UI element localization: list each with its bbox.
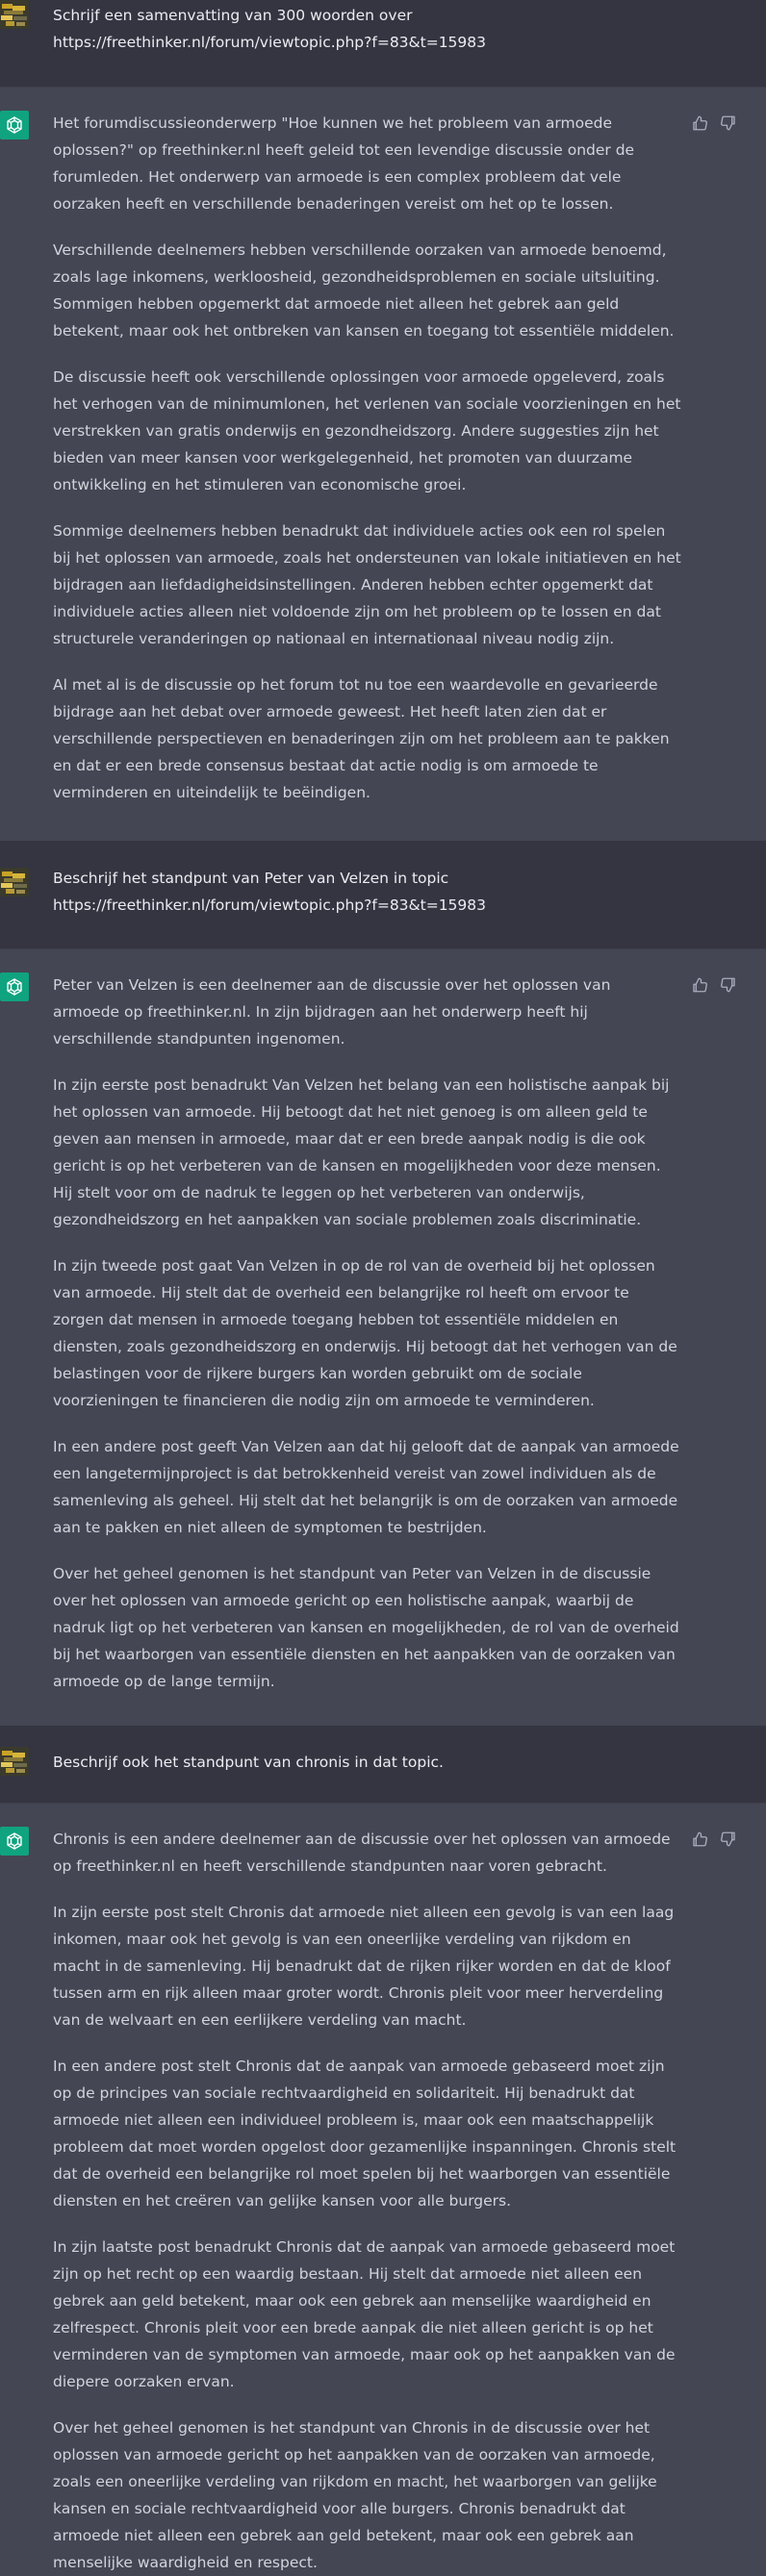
message-paragraph: Over het geheel genomen is het standpunt van Chronis in de discussie over het oplossen van armoede gericht op het aanpakken van de oorzaken van armoede, zoals een oneerlijke verdeling van rijkdom en macht, het waarborgen van gelijke kansen en sociale rechtvaardigheid voor alle burgers. Chronis benadrukt dat armoede niet alleen een gebrek aan geld betekent, maar ook een gebrek aan menselijke waardigheid en respect. [53,2419,657,2571]
openai-logo-icon [0,1827,29,1856]
message-paragraph: Sommige deelnemers hebben benadrukt dat individuele acties ook een rol spelen bij het oplossen van armoede, zoals het ondersteunen van lokale initiatieven en het bijdragen aan liefdadigheidsinstellingen. Anderen hebben echter opgemerkt dat individuele acties alleen niet voldoende zijn om het probleem op te lossen en dat structurele veranderingen op nationaal en internationaal niveau nodig zijn. [53,522,681,647]
message-paragraph: In zijn tweede post gaat Van Velzen in op de rol van de overheid bij het oplossen van armoede. Hij stelt dat de overheid een belangrijke rol heeft om ervoor te zorgen dat mensen in armoede toegang hebben tot essentiële middelen en diensten, zoals gezondheidszorg en onderwijs. Hij betoogt dat het verhogen van de belastingen voor de rijkere burgers kan worden gebruikt om de sociale voorzieningen te financieren die nodig zijn om armoede te verminderen. [53,1257,677,1409]
message-text: Beschrijf ook het standpunt van chronis in dat topic. [53,1754,444,1771]
openai-logo-icon [0,111,29,139]
message-paragraph: In zijn eerste post stelt Chronis dat armoede niet alleen een gevolg is van een laag inkomen, maar ook het gevolg is van een oneerlijke verdeling van rijkdom en macht in de samenleving. Hij benadrukt dat de rijken rijker worden en dat de kloof tussen arm en rijk alleen maar groter wordt. Chronis pleit voor meer herverdeling van de welvaart en een eerlijkere verdeling van macht. [53,1904,675,2029]
thumbs-up-icon[interactable] [691,976,708,994]
message-paragraph: In een andere post stelt Chronis dat de aanpak van armoede gebaseerd moet zijn op de principes van sociale rechtvaardigheid en solidariteit. Hij benadrukt dat armoede niet alleen een individueel probleem is, maar ook een maatschappelijk probleem dat moet worden opgelost door gezamenlijke inspanningen. Chronis stelt dat de overheid een belangrijke rol moet spelen bij het waarborgen van essentiële diensten en het creëren van gelijke kansen voor alle burgers. [53,2058,677,2210]
thumbs-up-icon[interactable] [691,1831,708,1848]
assistant-message [0,87,766,841]
message-paragraph: Chronis is een andere deelnemer aan de discussie over het oplossen van armoede op freethinker.nl en heeft verschillende standpunten naar voren gebracht. [53,1831,671,1875]
user-avatar-icon [0,1747,29,1776]
user-message [0,841,766,948]
message-text: https://freethinker.nl/forum/viewtopic.php?f=83&t=15983 [53,897,486,914]
feedback-buttons [691,976,737,994]
message-paragraph: In een andere post geeft Van Velzen aan dat hij gelooft dat de aanpak van armoede een langetermijnproject is dat betrokkenheid vereist van zowel individuen als de samenleving als geheel. Hij stelt dat het belangrijk is om de oorzaken van armoede aan te pakken en niet alleen de symptomen te bestrijden. [53,1438,679,1536]
message-paragraph: Al met al is de discussie op het forum tot nu toe een waardevolle en gevarieerde bijdrage aan het debat over armoede geweest. Het heeft laten zien dat er verschillende perspectieven en benaderingen zijn om het probleem aan te pakken en dat er een brede consensus bestaat dat actie nodig is om armoede te verminderen en uiteindelijk te beëindigen. [53,676,670,801]
feedback-buttons [691,1831,737,1848]
user-message [0,1726,766,1803]
message-paragraph: In zijn laatste post benadrukt Chronis dat de aanpak van armoede gebaseerd moet zijn op het recht op een waardig bestaan. Hij stelt dat armoede niet alleen een gebrek aan geld betekent, maar ook een gebrek aan menselijke waardigheid en zelfrespect. Chronis pleit voor een brede aanpak die niet alleen gericht is op het verminderen van de symptomen van armoede, maar ook op het aanpakken van de diepere oorzaken ervan. [53,2238,676,2390]
message-paragraph: Over het geheel genomen is het standpunt van Peter van Velzen in de discussie over het oplossen van armoede gericht op een holistische aanpak, waarbij de nadruk ligt op het verbeteren van kansen en mogelijkheden, de rol van de overheid bij het waarborgen van essentiële diensten en het aanpakken van de oorzaken van armoede op de lange termijn. [53,1565,679,1690]
message-text: https://freethinker.nl/forum/viewtopic.php?f=83&t=15983 [53,34,486,51]
feedback-buttons [691,114,737,132]
message-paragraph: Het forumdiscussieonderwerp "Hoe kunnen we het probleem van armoede oplossen?" op freethinker.nl heeft geleid tot een levendige discussie onder de forumleden. Het onderwerp van armoede is een complex probleem dat vele oorzaken heeft en verschillende benaderingen vereist om het op te lossen. [53,114,635,213]
message-paragraph: De discussie heeft ook verschillende oplossingen voor armoede opgeleverd, zoals het verhogen van de minimumlonen, het verlenen van sociale voorzieningen en het verstrekken van gratis onderwijs en gezondheidszorg. Andere suggesties zijn het bieden van meer kansen voor werkgelegenheid, het promoten van duurzame ontwikkeling en het stimuleren van economische groei. [53,368,681,493]
thumbs-down-icon[interactable] [720,976,737,994]
message-paragraph: Verschillende deelnemers hebben verschillende oorzaken van armoede benoemd, zoals lage inkomens, werkloosheid, gezondheidsproblemen en sociale uitsluiting. Sommigen hebben opgemerkt dat armoede niet alleen het gebrek aan geld betekent, maar ook het ontbreken van kansen en toegang tot essentiële middelen. [53,241,675,340]
user-message [0,0,766,87]
user-avatar-icon [0,868,29,897]
message-text: Schrijf een samenvatting van 300 woorden over [53,7,413,24]
thumbs-up-icon[interactable] [691,114,708,132]
message-paragraph: Peter van Velzen is een deelnemer aan de discussie over het oplossen van armoede op freethinker.nl. In zijn bijdragen aan het onderwerp heeft hij verschillende standpunten ingenomen. [53,976,611,1048]
assistant-message [0,948,766,1726]
thumbs-down-icon[interactable] [720,114,737,132]
user-avatar-icon [0,0,29,29]
message-text: Beschrijf het standpunt van Peter van Velzen in topic [53,870,449,887]
message-paragraph: In zijn eerste post benadrukt Van Velzen het belang van een holistische aanpak bij het oplossen van armoede. Hij betoogt dat het niet genoeg is om alleen geld te geven aan mensen in armoede, maar dat er een brede aanpak nodig is die ook gericht is op het verbeteren van de kansen en mogelijkheden voor deze mensen. Hij stelt voor om de nadruk te leggen op het verbeteren van onderwijs, gezondheidszorg en het aanpakken van sociale problemen zoals discriminatie. [53,1076,670,1228]
thumbs-down-icon[interactable] [720,1831,737,1848]
assistant-message [0,1803,766,2576]
openai-logo-icon [0,972,29,1001]
